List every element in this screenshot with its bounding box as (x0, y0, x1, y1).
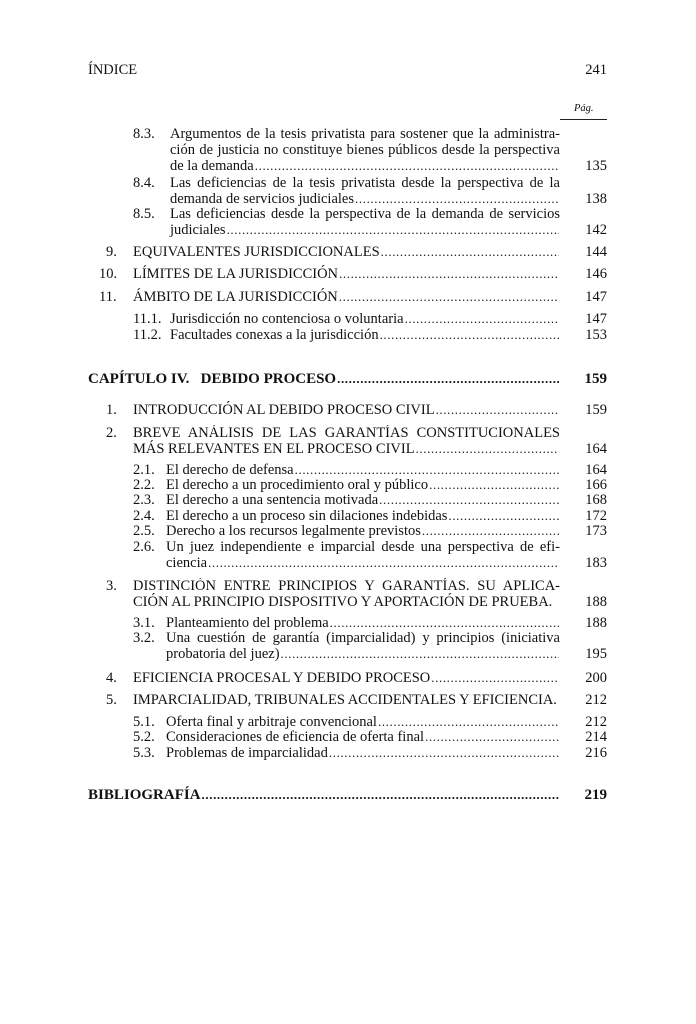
dot-leader (202, 787, 559, 803)
toc-entry-title (166, 523, 560, 539)
toc-entry-number: 1. (106, 402, 117, 418)
toc-entry-page: 183 (585, 555, 607, 571)
toc-entry-number: 2.5. (133, 523, 155, 539)
toc-entry-number: 2.1. (133, 462, 155, 478)
toc-entry-number: 3.1. (133, 615, 155, 631)
toc-entry-title (166, 508, 560, 524)
toc-entry-text: EQUIVALENTES JURISDICCIONALES (133, 244, 380, 260)
toc-entry-text: MÁS RELEVANTES EN EL PROCESO CIVIL (133, 441, 415, 457)
toc-entry-page: 146 (585, 266, 607, 282)
toc-entry-title (88, 787, 560, 803)
toc-entry-page: 144 (585, 244, 607, 260)
toc-entry-text: Argumentos de la tesis privatista para sostener que la administra- (170, 126, 560, 142)
toc-entry-text: Oferta final y arbitraje convencional (166, 714, 377, 730)
toc-entry-number: 11. (99, 289, 117, 305)
dot-leader (448, 508, 559, 524)
toc-entry-page: 200 (585, 670, 607, 686)
toc-entry-title (166, 539, 560, 571)
toc-entry-title (170, 175, 560, 207)
toc-entry-text: Problemas de imparcialidad (166, 745, 328, 761)
dot-leader (431, 670, 559, 686)
toc-entry-page: 164 (585, 441, 607, 457)
toc-entry-title (166, 615, 560, 631)
toc-entry-text: demanda de servicios judiciales (170, 191, 355, 207)
toc-entry-text: probatoria del juez) (166, 646, 280, 662)
toc-entry-number: 9. (106, 244, 117, 260)
toc-entry-number: 2.2. (133, 477, 155, 493)
toc-entry-page: 188 (585, 615, 607, 631)
dot-leader (355, 191, 559, 207)
dot-leader (339, 266, 559, 282)
toc-entry-text: ciencia (166, 555, 208, 571)
toc-entry-number: 8.5. (133, 206, 155, 222)
running-header-title: ÍNDICE (88, 62, 138, 78)
toc-entry-number: 5.2. (133, 729, 155, 745)
toc-entry-title (166, 462, 560, 478)
dot-leader (381, 244, 559, 260)
toc-entry-page: 135 (585, 158, 607, 174)
toc-entry-page: 172 (585, 508, 607, 524)
toc-entry-text: DISTINCIÓN ENTRE PRINCIPIOS Y GARANTÍAS. SU APLICA- (133, 578, 560, 594)
toc-entry-number: 2.4. (133, 508, 155, 524)
toc-entry-text: Un juez independiente e imparcial desde una perspectiva de efi- (166, 539, 560, 555)
toc-entry-text: IMPARCIALIDAD, TRIBUNALES ACCIDENTALES Y EFICIENCIA. (133, 692, 557, 708)
dot-leader (380, 327, 559, 343)
toc-entry-page: 147 (585, 311, 607, 327)
toc-entry-page: 142 (585, 222, 607, 238)
toc-entry-number: 10. (99, 266, 118, 282)
toc-entry-title (166, 477, 560, 493)
toc-entry-title (170, 327, 560, 343)
toc-entry-text: de la demanda (170, 158, 254, 174)
dot-leader (339, 289, 559, 305)
toc-entry-text: El derecho a un procedimiento oral y público (166, 477, 429, 493)
toc-entry-text: Las deficiencias desde la perspectiva de la demanda de servicios (170, 206, 560, 222)
toc-entry-text: Planteamiento del problema (166, 615, 329, 631)
toc-entry-title (166, 492, 560, 508)
toc-entry-page: 168 (585, 492, 607, 508)
toc-entry-title (133, 425, 560, 457)
toc-entry-text: LÍMITES DE LA JURISDICCIÓN (133, 266, 339, 282)
toc-entry-title (133, 244, 560, 260)
toc-entry-number: 3. (106, 578, 117, 594)
toc-entry-number: 11.2. (133, 327, 162, 343)
toc-entry-title (88, 371, 560, 387)
toc-entry-text: Derecho a los recursos legalmente previstos (166, 523, 421, 539)
toc-entry-title (170, 206, 560, 238)
toc-entry-page: 188 (585, 594, 607, 610)
dot-leader (281, 646, 559, 662)
toc-entry-page: 195 (585, 646, 607, 662)
toc-entry-title (166, 714, 560, 730)
toc-entry-page: 159 (585, 402, 607, 418)
toc-entry-page: 138 (585, 191, 607, 207)
toc-entry-title (166, 729, 560, 745)
toc-entry-number: 5. (106, 692, 117, 708)
toc-entry-text: ción de justicia no constituye bienes públicos desde la perspectiva (170, 142, 560, 158)
toc-entry-title (170, 311, 560, 327)
toc-entry-text: BREVE ANÁLISIS DE LAS GARANTÍAS CONSTITUCIONALES (133, 425, 560, 441)
toc-entry-text: Facultades conexas a la jurisdicción (170, 327, 379, 343)
toc-entry-page: 219 (584, 787, 607, 803)
dot-leader (208, 555, 559, 571)
toc-entry-title (166, 630, 560, 662)
dot-leader (255, 158, 559, 174)
toc-entry-title (133, 670, 560, 686)
dot-leader (227, 222, 559, 238)
toc-entry-text: CIÓN AL PRINCIPIO DISPOSITIVO Y APORTACIÓN DE PRUEBA. (133, 594, 553, 610)
toc-entry-page: 166 (585, 477, 607, 493)
toc-entry-title (133, 266, 560, 282)
page-number: 241 (585, 62, 607, 78)
toc-entry-page: 214 (585, 729, 607, 745)
toc-entry-page: 159 (584, 371, 607, 387)
toc-entry-text: Una cuestión de garantía (imparcialidad) y principios (iniciativa (166, 630, 560, 646)
toc-entry-number: 8.3. (133, 126, 155, 142)
dot-leader (425, 729, 559, 745)
toc-entry-text: CAPÍTULO IV. DEBIDO PROCESO (88, 371, 337, 387)
page-column-rule (560, 119, 607, 120)
toc-entry-text: INTRODUCCIÓN AL DEBIDO PROCESO CIVIL (133, 402, 435, 418)
toc-entry-text: Consideraciones de eficiencia de oferta final (166, 729, 425, 745)
toc-entry-text: Las deficiencias de la tesis privatista desde la perspectiva de la (170, 175, 560, 191)
toc-entry-number: 11.1. (133, 311, 162, 327)
toc-entry-text: El derecho a un proceso sin dilaciones indebidas (166, 508, 448, 524)
toc-entry-number: 4. (106, 670, 117, 686)
toc-entry-text: El derecho a una sentencia motivada (166, 492, 379, 508)
toc-entry-number: 2. (106, 425, 117, 441)
toc-entry-title (170, 126, 560, 174)
dot-leader (329, 745, 559, 761)
toc-entry-page: 164 (585, 462, 607, 478)
toc-entry-number: 2.3. (133, 492, 155, 508)
toc-entry-page: 216 (585, 745, 607, 761)
dot-leader (378, 714, 559, 730)
toc-entry-title (133, 692, 560, 708)
toc-entry-title (133, 578, 560, 610)
toc-entry-page: 147 (585, 289, 607, 305)
toc-entry-page: 153 (585, 327, 607, 343)
toc-entry-number: 3.2. (133, 630, 155, 646)
toc-entry-page: 212 (585, 714, 607, 730)
toc-entry-number: 8.4. (133, 175, 155, 191)
dot-leader (379, 492, 559, 508)
dot-leader (429, 477, 559, 493)
dot-leader (422, 523, 559, 539)
page-column-label: Pág. (574, 103, 594, 114)
toc-entry-text: El derecho de defensa (166, 462, 294, 478)
dot-leader (416, 441, 559, 457)
toc-entry-title (166, 745, 560, 761)
toc-entry-text: judiciales (170, 222, 226, 238)
dot-leader (337, 371, 559, 387)
toc-entry-number: 5.3. (133, 745, 155, 761)
toc-entry-text: ÁMBITO DE LA JURISDICCIÓN (133, 289, 338, 305)
dot-leader (436, 402, 559, 418)
toc-entry-title (133, 289, 560, 305)
dot-leader (405, 311, 559, 327)
toc-entry-page: 173 (585, 523, 607, 539)
toc-entry-text: BIBLIOGRAFÍA (88, 787, 201, 803)
toc-entry-text: Jurisdicción no contenciosa o voluntaria (170, 311, 404, 327)
dot-leader (330, 615, 559, 631)
toc-entry-number: 5.1. (133, 714, 155, 730)
toc-entry-title (133, 402, 560, 418)
toc-entry-number: 2.6. (133, 539, 155, 555)
dot-leader (295, 462, 559, 478)
toc-entry-page: 212 (585, 692, 607, 708)
toc-entry-text: EFICIENCIA PROCESAL Y DEBIDO PROCESO (133, 670, 431, 686)
